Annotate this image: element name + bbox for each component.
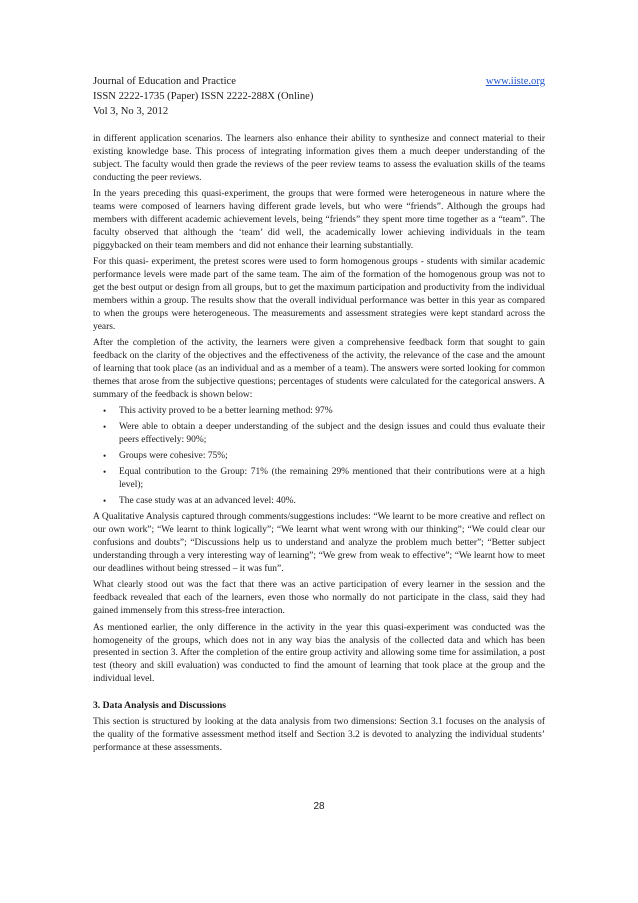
- paragraph: As mentioned earlier, the only difference in the activity in the year this quasi-experiment was conducted was the homogeneity of the groups, which does not in any way bias the analysis of the collected data and which has been presented in section 3. After the completion of the entire group activity and allowing some time for assimilation, a post test (theory and skill evaluation) was conducted to find the amount of learning that took place at the group and the individual level.: [93, 622, 545, 685]
- list-item: [93, 450, 545, 463]
- list-item: [93, 405, 545, 418]
- feedback-list: [93, 405, 545, 508]
- article-body: [93, 133, 545, 755]
- paragraph: A Qualitative Analysis captured through comments/suggestions includes: “We learnt to be more creative and reflect on our own work”; “We learnt to think logically”; “We learnt what went wrong with our thinking”; “We could clear our confusions and doubts”; “Discussions help us to understand and analyze the problem much better”; “Better subject understanding through a very interesting way of learning”; “We grew from weak to effective”; “We learnt how to meet our deadlines without being stressed – it was fun”.: [93, 512, 545, 575]
- section-heading: 3. Data Analysis and Discussions: [93, 700, 227, 712]
- page: [93, 74, 545, 758]
- bullet-icon: •: [103, 496, 107, 507]
- list-item: [93, 495, 545, 508]
- list-item-text: This activity proved to be a better learning method: 97%: [119, 406, 333, 417]
- paragraph: In the years preceding this quasi-experiment, the groups that were formed were heterogeneous in nature where the teams were composed of learners having different grade levels, but who were “friends”. Although the groups had members with different academic achievement levels, being “friends” they spent more time together as a “team”. The faculty observed that although the ‘team’ did well, the academically lower achieving individuals in the team piggybacked on their team members and did not enhance their learning substantially.: [93, 189, 545, 251]
- bullet-icon: •: [103, 406, 107, 417]
- list-item-text: Groups were cohesive: 75%;: [119, 451, 228, 462]
- list-item: [93, 421, 545, 447]
- journal-title: Journal of Education and Practice: [93, 76, 236, 87]
- page-number: 28: [313, 801, 325, 812]
- list-item-text: Were able to obtain a deeper understanding of the subject and the design issues and could thus evaluate their peers effectively: 90%;: [119, 422, 545, 446]
- section-paragraph: This section is structured by looking at the data analysis from two dimensions: Section 3.1 focuses on the analysis of the quality of the formative assessment method itself and Section 3.2 is devoted to analyzing the individual students’ performance at these assessments.: [93, 717, 545, 753]
- issn-line: ISSN 2222-1735 (Paper) ISSN 2222-288X (Online): [93, 91, 314, 102]
- paragraph: in different application scenarios. The learners also enhance their ability to synthesize and connect material to their existing knowledge base. This process of integrating information gives them a much deeper understanding of the subject. The faculty would then grade the reviews of the peer review teams to assess the evaluation skills of the teams conducting the peer reviews.: [93, 134, 545, 183]
- paragraph: What clearly stood out was the fact that there was an active participation of every learner in the session and the feedback revealed that each of the learners, even those who normally do not participate in the class, said they had gained immensely from this stress-free interaction.: [93, 580, 545, 617]
- journal-url-link[interactable]: www.iiste.org: [485, 76, 545, 87]
- bullet-icon: •: [103, 467, 107, 478]
- list-item-text: The case study was at an advanced level: 40%.: [119, 496, 296, 507]
- paragraph: After the completion of the activity, the learners were given a comprehensive feedback form that sought to gain feedback on the clarity of the objectives and the effectiveness of the activity, the relevance of the case and the amount of learning that took place (as an individual and as a member of a team). The answers were sorted looking for common themes that arose from the subjective questions; percentages of students were calculated for the categorical answers. A summary of the feedback is shown below:: [93, 338, 545, 400]
- list-item-text: Equal contribution to the Group: 71% (the remaining 29% mentioned that their contributions were at a high level);: [119, 467, 545, 491]
- volume-line: Vol 3, No 3, 2012: [93, 106, 169, 117]
- paragraph: For this quasi- experiment, the pretest scores were used to form homogenous groups - students with similar academic performance levels were made part of the same team. The aim of the formation of the homogenous group was not to get the best output or design from all groups, but to get the maximum participation and productivity from the individual members within a group. The results show that the overall individual performance was better in this year as compared to when the groups were heterogeneous. The measurements and assessment strategies were kept standard across the years.: [93, 257, 545, 332]
- journal-header: [93, 74, 545, 119]
- list-item: [93, 466, 545, 492]
- bullet-icon: •: [103, 451, 107, 462]
- bullet-icon: •: [103, 422, 107, 433]
